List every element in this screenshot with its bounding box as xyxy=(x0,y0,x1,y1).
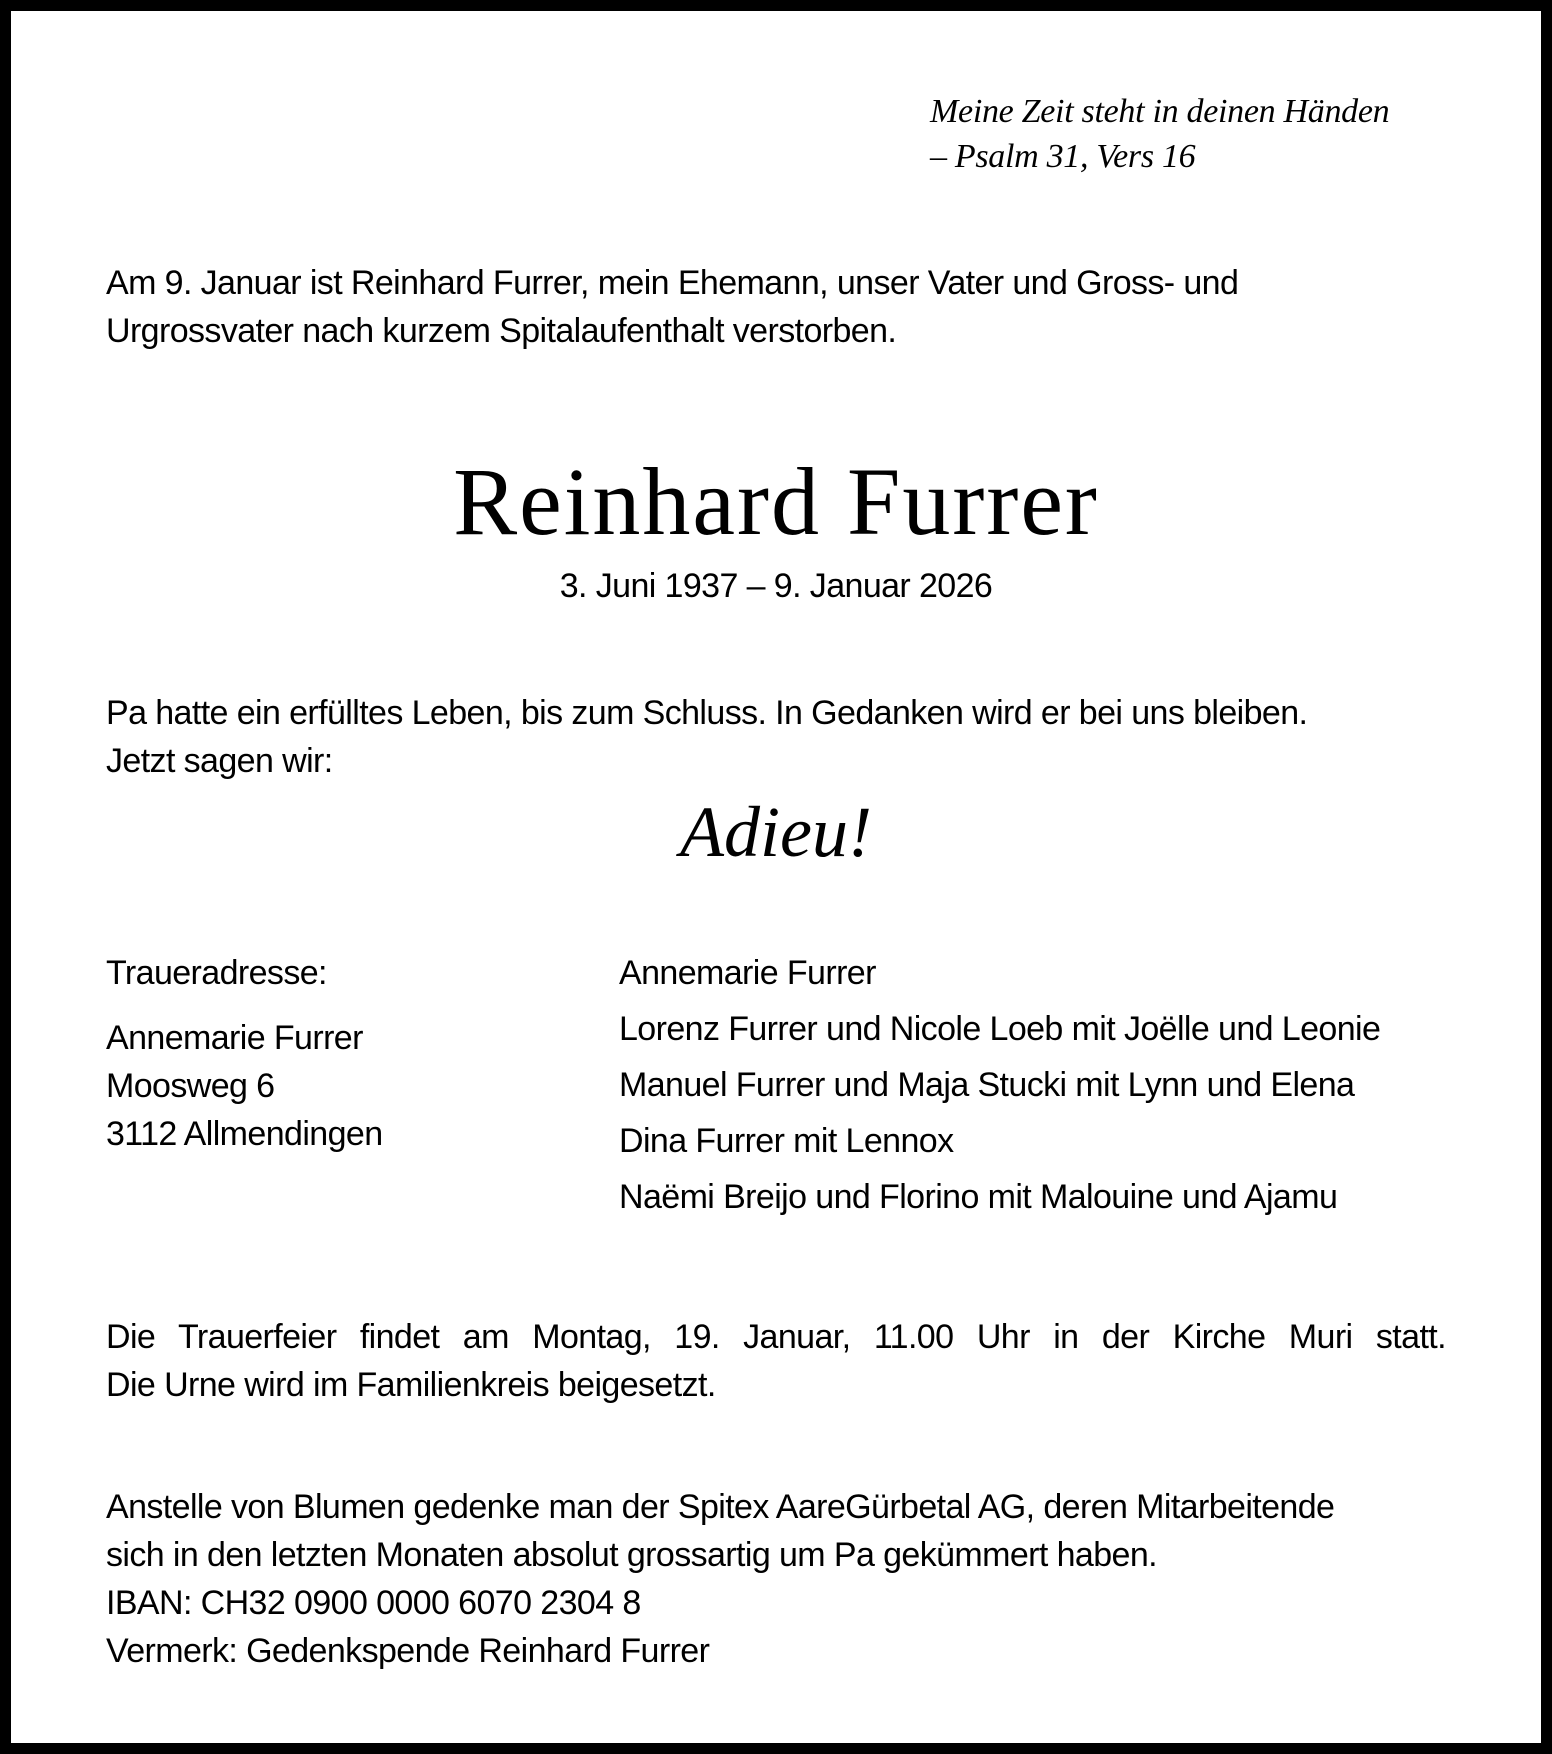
family-list xyxy=(619,949,1380,1229)
ceremony-info xyxy=(106,1313,1446,1409)
address-line: 3112 Allmendingen xyxy=(106,1115,383,1153)
intro-line: Am 9. Januar ist Reinhard Furrer, mein Ehemann, unser Vater und Gross- und xyxy=(106,264,1239,302)
closing-line: Jetzt sagen wir: xyxy=(106,742,333,780)
iban: IBAN: CH32 0900 0000 6070 2304 8 xyxy=(106,1584,641,1622)
closing-paragraph xyxy=(106,689,1506,785)
motto-quote: Meine Zeit steht in deinen Händen xyxy=(930,93,1390,130)
donation-line: Anstelle von Blumen gedenke man der Spitex AareGürbetal AG, deren Mitarbeitende xyxy=(106,1488,1335,1526)
intro-line: Urgrossvater nach kurzem Spitalaufenthalt verstorben. xyxy=(106,312,897,350)
family-member: Lorenz Furrer und Nicole Loeb mit Joëlle und Leonie xyxy=(619,1010,1381,1048)
life-dates: 3. Juni 1937 – 9. Januar 2026 xyxy=(559,567,993,605)
donation-info xyxy=(106,1483,1506,1675)
donation-note: Vermerk: Gedenkspende Reinhard Furrer xyxy=(106,1632,710,1670)
family-member: Annemarie Furrer xyxy=(619,954,876,992)
mourning-address xyxy=(106,1014,383,1158)
closing-line: Pa hatte ein erfülltes Leben, bis zum Schluss. In Gedanken wird er bei uns bleiben. xyxy=(106,694,1308,732)
mourning-address-label: Traueradresse: xyxy=(106,954,327,992)
family-member: Dina Furrer mit Lennox xyxy=(619,1122,954,1160)
motto-reference: – Psalm 31, Vers 16 xyxy=(930,138,1196,175)
obituary-notice xyxy=(11,11,1541,1743)
address-line: Moosweg 6 xyxy=(106,1067,275,1105)
family-member: Manuel Furrer und Maja Stucki mit Lynn und Elena xyxy=(619,1066,1355,1104)
intro-paragraph xyxy=(106,259,1446,355)
farewell-heading: Adieu! xyxy=(680,792,872,872)
ceremony-line: Die Urne wird im Familienkreis beigesetzt. xyxy=(106,1366,716,1404)
family-member: Naëmi Breijo und Florino mit Malouine und Ajamu xyxy=(619,1178,1338,1216)
ceremony-line: Die Trauerfeier findet am Montag, 19. Januar, 11.00 Uhr in der Kirche Muri statt. xyxy=(106,1318,1446,1356)
deceased-name: Reinhard Furrer xyxy=(453,448,1099,555)
bible-motto xyxy=(930,89,1389,179)
donation-line: sich in den letzten Monaten absolut grossartig um Pa gekümmert haben. xyxy=(106,1536,1157,1574)
address-line: Annemarie Furrer xyxy=(106,1019,363,1057)
